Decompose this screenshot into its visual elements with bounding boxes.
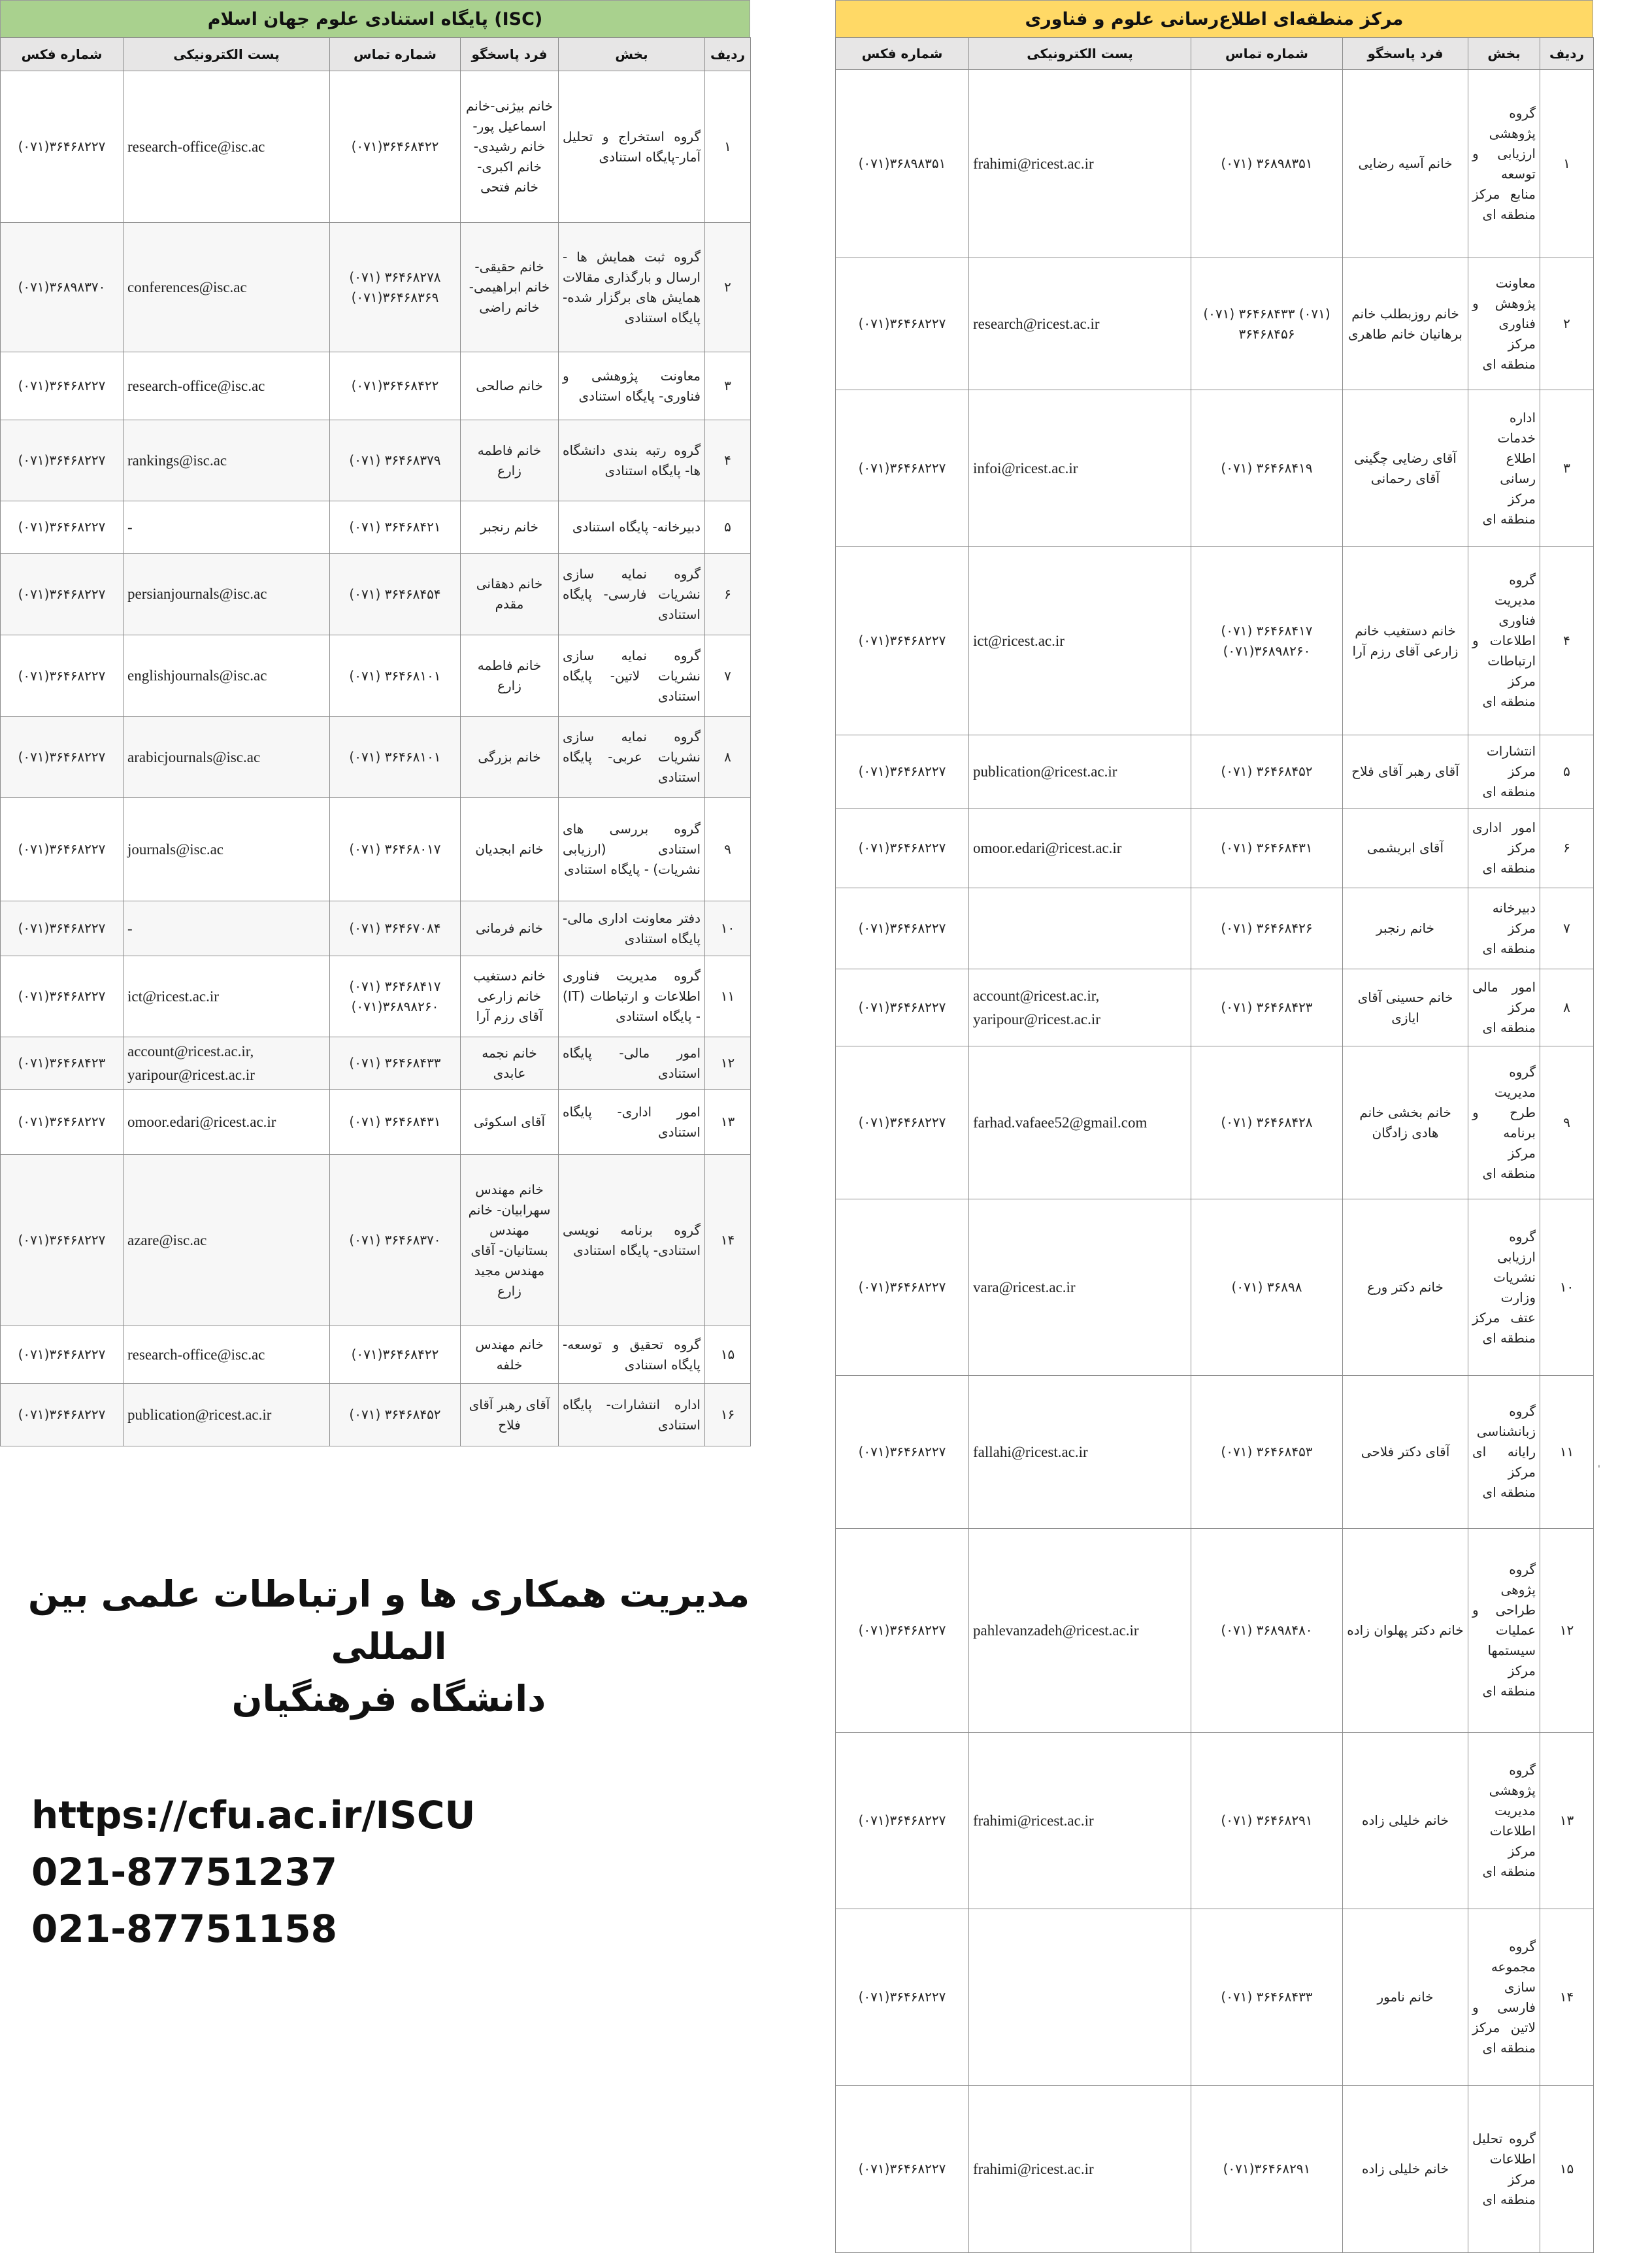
email-cell[interactable]: ict@ricest.ac.ir	[124, 956, 330, 1037]
dept-cell: گروه پژوهشی ارزیابی و توسعه منابع مرکز منطقه ای	[1468, 70, 1540, 258]
person-cell: خانم دستغیب خانم زارعی آقای رزم آرا	[461, 956, 559, 1037]
phone-cell: (۰۷۱) ۳۶۴۶۸۲۹۱	[1191, 1733, 1343, 1909]
email-cell[interactable]: -	[124, 901, 330, 956]
phone-cell: (۰۷۱) ۳۶۴۶۸۴۵۳	[1191, 1376, 1343, 1529]
fax-cell: (۰۷۱)۳۶۴۶۸۲۲۷	[836, 2086, 969, 2253]
table-row	[836, 70, 1594, 258]
email-cell[interactable]	[969, 888, 1191, 969]
table-row	[836, 888, 1594, 969]
email-cell[interactable]: -	[124, 501, 330, 554]
phone-cell: (۰۷۱) ۳۶۴۶۸۴۱۷ (۰۷۱)۳۶۸۹۸۲۶۰	[1191, 547, 1343, 735]
row-number-cell: ۹	[1540, 1046, 1594, 1199]
table-row	[1, 1384, 751, 1446]
fax-cell: (۰۷۱)۳۶۴۶۸۲۲۷	[836, 1199, 969, 1376]
person-cell: خانم صالحی	[461, 352, 559, 420]
phone-cell: (۰۷۱) ۳۶۴۶۸۴۳۳	[330, 1037, 461, 1090]
email-cell[interactable]: omoor.edari@ricest.ac.ir	[969, 809, 1191, 888]
table-row	[1, 1037, 751, 1090]
dept-cell: گروه مجموعه سازی فارسی و لاتین مرکز منطقه ای	[1468, 1909, 1540, 2086]
email-cell[interactable]: vara@ricest.ac.ir	[969, 1199, 1191, 1376]
table-row	[1, 717, 751, 798]
dept-cell: دفتر معاونت اداری مالی- پایگاه استنادی	[559, 901, 705, 956]
fax-cell: (۰۷۱)۳۶۴۶۸۲۲۷	[836, 547, 969, 735]
fax-cell: (۰۷۱)۳۶۴۶۸۲۲۷	[836, 390, 969, 547]
row-number-cell: ۷	[705, 635, 751, 717]
dept-cell: گروه مدیریت طرح و برنامه مرکز منطقه ای	[1468, 1046, 1540, 1199]
person-cell: خانم رنجبر	[461, 501, 559, 554]
person-cell: خانم خلیلی زاده	[1343, 1733, 1468, 1909]
email-cell[interactable]: englishjournals@isc.ac	[124, 635, 330, 717]
fax-cell: (۰۷۱)۳۶۴۶۸۲۲۷	[1, 554, 124, 635]
row-number-cell: ۱۵	[705, 1326, 751, 1384]
person-cell: آقای رضایی چگینی آقای رحمانی	[1343, 390, 1468, 547]
person-cell: خانم فاطمه زارع	[461, 420, 559, 501]
table-row	[836, 809, 1594, 888]
phone-cell: (۰۷۱) ۳۶۴۶۸۰۱۷	[330, 798, 461, 901]
dept-cell: گروه بررسی های استنادی (ارزیابی نشریات) - پایگاه استنادی	[559, 798, 705, 901]
dept-cell: گروه ارزیابی نشریات وزارت عتف مرکز منطقه ای	[1468, 1199, 1540, 1376]
row-number-cell: ۷	[1540, 888, 1594, 969]
email-cell[interactable]: research@ricest.ac.ir	[969, 258, 1191, 390]
table-row	[836, 390, 1594, 547]
email-cell[interactable]: account@ricest.ac.ir, yaripour@ricest.ac.ir	[969, 969, 1191, 1046]
fax-cell: (۰۷۱)۳۶۴۶۸۲۲۷	[1, 1384, 124, 1446]
table-row	[1, 554, 751, 635]
email-cell[interactable]: farhad.vafaee52@gmail.com	[969, 1046, 1191, 1199]
dept-cell: گروه مدیریت فناوری اطلاعات و ارتباطات (IT) - پایگاه استنادی	[559, 956, 705, 1037]
dept-cell: گروه مدیریت فناوری اطلاعات و ارتباطات مرکز منطقه ای	[1468, 547, 1540, 735]
ricest-header-row	[836, 38, 1594, 70]
phone-cell: (۰۷۱) ۳۶۴۶۸۴۲۳	[1191, 969, 1343, 1046]
fax-cell: (۰۷۱)۳۶۸۹۸۳۷۰	[1, 223, 124, 352]
table-row	[1, 798, 751, 901]
phone-cell: (۰۷۱) ۳۶۴۶۸۴۳۱	[1191, 809, 1343, 888]
phone-cell: (۰۷۱) ۳۶۴۶۸۴۵۲	[1191, 735, 1343, 809]
row-number-cell: ۱۴	[1540, 1909, 1594, 2086]
dept-cell: گروه استخراج و تحلیل آمار-پایگاه استنادی	[559, 71, 705, 223]
table-row	[1, 223, 751, 352]
fax-cell: (۰۷۱)۳۶۴۶۸۲۲۷	[1, 420, 124, 501]
fax-cell: (۰۷۱)۳۶۴۶۸۲۲۷	[1, 798, 124, 901]
email-cell[interactable]: ict@ricest.ac.ir	[969, 547, 1191, 735]
footer-phone-1: 021-87751237	[31, 1850, 337, 1895]
fax-cell: (۰۷۱)۳۶۴۶۸۲۲۷	[1, 1090, 124, 1155]
row-number-cell: ۱	[705, 71, 751, 223]
person-cell: خانم مهندس سهرابیان- خانم مهندس بستانیان- آقای مهندس مجید زارع	[461, 1155, 559, 1326]
phone-cell: (۰۷۱) ۳۶۴۶۸۳۷۰	[330, 1155, 461, 1326]
email-cell[interactable]: infoi@ricest.ac.ir	[969, 390, 1191, 547]
row-number-cell: ۸	[705, 717, 751, 798]
table-row	[836, 258, 1594, 390]
fax-cell: (۰۷۱)۳۶۴۶۸۴۲۳	[1, 1037, 124, 1090]
dept-cell: اداره انتشارات- پایگاه استنادی	[559, 1384, 705, 1446]
fax-cell: (۰۷۱)۳۶۴۶۸۲۲۷	[836, 735, 969, 809]
footer-title-line1: مدیریت همکاری ها و ارتباطات علمی بین المللی	[27, 1573, 750, 1667]
person-cell: خانم بخشی خانم هادی زادگان	[1343, 1046, 1468, 1199]
isc-table	[0, 37, 751, 1446]
person-cell: خانم فاطمه زارع	[461, 635, 559, 717]
fax-cell: (۰۷۱)۳۶۴۶۸۲۲۷	[1, 956, 124, 1037]
footer-url[interactable]: https://cfu.ac.ir/ISCU	[31, 1793, 476, 1838]
email-cell[interactable]: frahimi@ricest.ac.ir	[969, 70, 1191, 258]
email-cell[interactable]: rankings@isc.ac	[124, 420, 330, 501]
fax-cell: (۰۷۱)۳۶۴۶۸۲۲۷	[1, 901, 124, 956]
phone-cell: (۰۷۱) ۳۶۴۶۸۳۷۹	[330, 420, 461, 501]
row-number-cell: ۳	[705, 352, 751, 420]
table-row	[836, 735, 1594, 809]
table-row	[836, 1529, 1594, 1733]
row-number-cell: ۵	[1540, 735, 1594, 809]
isc-header-row	[1, 38, 751, 71]
person-cell: آقای رهبر آقای فلاح	[461, 1384, 559, 1446]
row-number-cell: ۱۲	[1540, 1529, 1594, 1733]
person-cell: خانم دکتر ورع	[1343, 1199, 1468, 1376]
table-row	[1, 1326, 751, 1384]
fax-cell: (۰۷۱)۳۶۴۶۸۲۲۷	[1, 352, 124, 420]
email-cell[interactable]: conferences@isc.ac	[124, 223, 330, 352]
fax-cell: (۰۷۱)۳۶۴۶۸۲۲۷	[1, 501, 124, 554]
header-person: فرد پاسخگو	[461, 38, 559, 71]
dept-cell: امور اداری مرکز منطقه ای	[1468, 809, 1540, 888]
phone-cell: (۰۷۱) ۳۶۴۶۸۲۷۸ (۰۷۱)۳۶۴۶۸۳۶۹	[330, 223, 461, 352]
phone-cell: (۰۷۱) ۳۶۴۶۸۴۵۲	[330, 1384, 461, 1446]
person-cell: خانم خلیلی زاده	[1343, 2086, 1468, 2253]
dept-cell: گروه ثبت همایش ها - ارسال و بارگذاری مقالات همایش های برگزار شده- پایگاه استنادی	[559, 223, 705, 352]
email-cell[interactable]: account@ricest.ac.ir, yaripour@ricest.ac.ir	[124, 1037, 330, 1090]
row-number-cell: ۳	[1540, 390, 1594, 547]
table-row	[836, 1733, 1594, 1909]
email-cell[interactable]: frahimi@ricest.ac.ir	[969, 1733, 1191, 1909]
fax-cell: (۰۷۱)۳۶۴۶۸۲۲۷	[1, 71, 124, 223]
person-cell: خانم بیژنی-خانم اسماعیل پور-خانم رشیدی-خانم اکبری- خانم فتحی	[461, 71, 559, 223]
row-number-cell: ۴	[705, 420, 751, 501]
row-number-cell: ۱۴	[705, 1155, 751, 1326]
table-row	[1, 901, 751, 956]
row-number-cell: ۴	[1540, 547, 1594, 735]
dept-cell: گروه نمایه سازی نشریات عربی- پایگاه استنادی	[559, 717, 705, 798]
dept-cell: معاونت پژوهش و فناوری مرکز منطقه ای	[1468, 258, 1540, 390]
table-row	[836, 1199, 1594, 1376]
table-row	[1, 501, 751, 554]
person-cell: خانم فرمانی	[461, 901, 559, 956]
header-dept: بخش	[1468, 38, 1540, 70]
phone-cell: (۰۷۱) ۳۶۴۶۸۴۱۹	[1191, 390, 1343, 547]
fax-cell: (۰۷۱)۳۶۸۹۸۳۵۱	[836, 70, 969, 258]
phone-cell: (۰۷۱) ۳۶۴۶۸۴۲۱	[330, 501, 461, 554]
footer	[0, 1569, 778, 1958]
email-cell[interactable]: frahimi@ricest.ac.ir	[969, 2086, 1191, 2253]
dept-cell: گروه زبانشناسی رایانه ای مرکز منطقه ای	[1468, 1376, 1540, 1529]
person-cell: خانم حقیقی- خانم ابراهیمی- خانم راضی	[461, 223, 559, 352]
phone-cell: (۰۷۱) ۳۶۸۹۸	[1191, 1199, 1343, 1376]
email-cell[interactable]: azare@isc.ac	[124, 1155, 330, 1326]
email-cell[interactable]: persianjournals@isc.ac	[124, 554, 330, 635]
phone-cell: (۰۷۱)۳۶۴۶۸۴۲۲	[330, 352, 461, 420]
row-number-cell: ۱۰	[705, 901, 751, 956]
person-cell: آقای اسکوئی	[461, 1090, 559, 1155]
table-row	[1, 635, 751, 717]
row-number-cell: ۲	[1540, 258, 1594, 390]
fax-cell: (۰۷۱)۳۶۴۶۸۲۲۷	[1, 1326, 124, 1384]
email-cell[interactable]: publication@ricest.ac.ir	[124, 1384, 330, 1446]
dept-cell: گروه نمایه سازی نشریات فارسی- پایگاه استنادی	[559, 554, 705, 635]
fax-cell: (۰۷۱)۳۶۴۶۸۲۲۷	[836, 888, 969, 969]
person-cell: آقای دکتر فلاحی	[1343, 1376, 1468, 1529]
fax-cell: (۰۷۱)۳۶۴۶۸۲۲۷	[1, 1155, 124, 1326]
footer-title	[0, 1569, 778, 1725]
person-cell: خانم نجمه عابدی	[461, 1037, 559, 1090]
row-number-cell: ۱۰	[1540, 1199, 1594, 1376]
dept-cell: گروه تحقیق و توسعه- پایگاه استنادی	[559, 1326, 705, 1384]
phone-cell: (۰۷۱) ۳۶۴۶۸۴۳۱	[330, 1090, 461, 1155]
phone-cell: (۰۷۱)۳۶۴۶۸۴۲۲	[330, 71, 461, 223]
header-email: پست الکترونیکی	[969, 38, 1191, 70]
phone-cell: (۰۷۱)۳۶۴۶۸۴۲۲	[330, 1326, 461, 1384]
dept-cell: گروه نمایه سازی نشریات لاتین- پایگاه استنادی	[559, 635, 705, 717]
phone-cell: (۰۷۱) ۳۶۴۶۸۴۱۷ (۰۷۱)۳۶۸۹۸۲۶۰	[330, 956, 461, 1037]
dept-cell: امور مالی- پایگاه استنادی	[559, 1037, 705, 1090]
fax-cell: (۰۷۱)۳۶۴۶۸۲۲۷	[1, 717, 124, 798]
row-number-cell: ۱۳	[1540, 1733, 1594, 1909]
row-number-cell: ۵	[705, 501, 751, 554]
phone-cell: (۰۷۱) ۳۶۸۹۸۳۵۱	[1191, 70, 1343, 258]
header-row-number: ردیف	[1540, 38, 1594, 70]
ricest-panel	[835, 0, 1593, 2253]
person-cell: خانم بزرگی	[461, 717, 559, 798]
phone-cell: (۰۷۱) ۳۶۸۹۸۴۸۰	[1191, 1529, 1343, 1733]
row-number-cell: ۱۱	[705, 956, 751, 1037]
table-row	[1, 1090, 751, 1155]
row-number-cell: ۶	[705, 554, 751, 635]
table-row	[836, 1376, 1594, 1529]
fax-cell: (۰۷۱)۳۶۴۶۸۲۲۷	[1, 635, 124, 717]
table-row	[836, 2086, 1594, 2253]
row-number-cell: ۸	[1540, 969, 1594, 1046]
row-number-cell: ۹	[705, 798, 751, 901]
header-row-number: ردیف	[705, 38, 751, 71]
dept-cell: اداره خدمات اطلاع رسانی مرکز منطقه ای	[1468, 390, 1540, 547]
dept-cell: امور مالی مرکز منطقه ای	[1468, 969, 1540, 1046]
fax-cell: (۰۷۱)۳۶۴۶۸۲۲۷	[836, 969, 969, 1046]
person-cell: آقای ابریشمی	[1343, 809, 1468, 888]
dept-cell: دبیرخانه مرکز منطقه ای	[1468, 888, 1540, 969]
dept-cell: امور اداری- پایگاه استنادی	[559, 1090, 705, 1155]
table-row	[836, 1046, 1594, 1199]
person-cell: خانم آسیه رضایی	[1343, 70, 1468, 258]
person-cell: خانم حسینی آقای ایازی	[1343, 969, 1468, 1046]
footer-title-line2: دانشگاه فرهنگیان	[231, 1677, 546, 1720]
person-cell: خانم ابجدیان	[461, 798, 559, 901]
row-number-cell: ۶	[1540, 809, 1594, 888]
isc-title: پایگاه استنادی علوم جهان اسلام (ISC)	[0, 0, 750, 37]
dept-cell: گروه برنامه نویسی استنادی- پایگاه استنادی	[559, 1155, 705, 1326]
row-number-cell: ۱۵	[1540, 2086, 1594, 2253]
phone-cell: (۰۷۱) ۳۶۴۶۸۴۲۶	[1191, 888, 1343, 969]
dept-cell: گروه رتبه بندی دانشگاه ها- پایگاه استنادی	[559, 420, 705, 501]
fax-cell: (۰۷۱)۳۶۴۶۸۲۲۷	[836, 1909, 969, 2086]
person-cell: خانم دکتر پهلوان زاده	[1343, 1529, 1468, 1733]
dept-cell: گروه تحلیل اطلاعات مرکز منطقه ای	[1468, 2086, 1540, 2253]
fax-cell: (۰۷۱)۳۶۴۶۸۲۲۷	[836, 809, 969, 888]
phone-cell: (۰۷۱) ۳۶۴۶۸۱۰۱	[330, 717, 461, 798]
email-cell[interactable]: pahlevanzadeh@ricest.ac.ir	[969, 1529, 1191, 1733]
email-cell[interactable]: research-office@isc.ac	[124, 71, 330, 223]
row-number-cell: ۱۶	[705, 1384, 751, 1446]
email-cell[interactable]: journals@isc.ac	[124, 798, 330, 901]
person-cell: خانم دهقانی مقدم	[461, 554, 559, 635]
fax-cell: (۰۷۱)۳۶۴۶۸۲۲۷	[836, 258, 969, 390]
header-phone: شماره تماس	[1191, 38, 1343, 70]
email-cell[interactable]: omoor.edari@ricest.ac.ir	[124, 1090, 330, 1155]
email-cell[interactable]: arabicjournals@isc.ac	[124, 717, 330, 798]
fax-cell: (۰۷۱)۳۶۴۶۸۲۲۷	[836, 1046, 969, 1199]
phone-cell: (۰۷۱) ۳۶۴۶۸۱۰۱	[330, 635, 461, 717]
fax-cell: (۰۷۱)۳۶۴۶۸۲۲۷	[836, 1733, 969, 1909]
table-row	[1, 956, 751, 1037]
phone-cell: (۰۷۱)۳۶۴۶۸۲۹۱	[1191, 2086, 1343, 2253]
row-number-cell: ۱	[1540, 70, 1594, 258]
table-row	[1, 1155, 751, 1326]
email-cell[interactable]	[969, 1909, 1191, 2086]
dept-cell: انتشارات مرکز منطقه ای	[1468, 735, 1540, 809]
header-person: فرد پاسخگو	[1343, 38, 1468, 70]
ricest-table	[835, 37, 1594, 2253]
table-row	[836, 547, 1594, 735]
person-cell: خانم نامور	[1343, 1909, 1468, 2086]
email-cell[interactable]: research-office@isc.ac	[124, 1326, 330, 1384]
header-email: پست الکترونیکی	[124, 38, 330, 71]
row-number-cell: ۱۱	[1540, 1376, 1594, 1529]
person-cell: خانم دستغیب خانم زارعی آقای رزم آرا	[1343, 547, 1468, 735]
table-row	[836, 969, 1594, 1046]
person-cell: خانم رنجبر	[1343, 888, 1468, 969]
table-row	[1, 352, 751, 420]
table-row	[836, 1909, 1594, 2086]
dept-cell: معاونت پژوهشی و فناوری- پایگاه استنادی	[559, 352, 705, 420]
phone-cell: (۰۷۱) ۳۶۴۶۸۴۵۴	[330, 554, 461, 635]
email-cell[interactable]: publication@ricest.ac.ir	[969, 735, 1191, 809]
row-number-cell: ۲	[705, 223, 751, 352]
fax-cell: (۰۷۱)۳۶۴۶۸۲۲۷	[836, 1376, 969, 1529]
footer-contacts	[0, 1787, 778, 1958]
person-cell: خانم روزبطلب خانم برهانیان خانم طاهری	[1343, 258, 1468, 390]
stray-mark: '	[1598, 1464, 1600, 1475]
table-row	[1, 420, 751, 501]
person-cell: آقای رهبر آقای فلاح	[1343, 735, 1468, 809]
email-cell[interactable]: fallahi@ricest.ac.ir	[969, 1376, 1191, 1529]
table-row	[1, 71, 751, 223]
phone-cell: (۰۷۱) ۳۶۴۶۸۴۳۳ (۰۷۱) ۳۶۴۶۸۴۵۶	[1191, 258, 1343, 390]
header-fax: شماره فکس	[1, 38, 124, 71]
header-dept: بخش	[559, 38, 705, 71]
header-phone: شماره تماس	[330, 38, 461, 71]
row-number-cell: ۱۲	[705, 1037, 751, 1090]
footer-phone-2: 021-87751158	[31, 1907, 337, 1952]
fax-cell: (۰۷۱)۳۶۴۶۸۲۲۷	[836, 1529, 969, 1733]
phone-cell: (۰۷۱) ۳۶۴۶۷۰۸۴	[330, 901, 461, 956]
ricest-title: مرکز منطقه‌ای اطلاع‌رسانی علوم و فناوری	[835, 0, 1593, 37]
email-cell[interactable]: research-office@isc.ac	[124, 352, 330, 420]
isc-panel	[0, 0, 750, 1446]
dept-cell: دبیرخانه- پایگاه استنادی	[559, 501, 705, 554]
phone-cell: (۰۷۱) ۳۶۴۶۸۴۲۸	[1191, 1046, 1343, 1199]
header-fax: شماره فکس	[836, 38, 969, 70]
dept-cell: گروه پژوهی طراحی و عملیات سیستمها مرکز منطقه ای	[1468, 1529, 1540, 1733]
phone-cell: (۰۷۱) ۳۶۴۶۸۴۳۳	[1191, 1909, 1343, 2086]
dept-cell: گروه پژوهشی مدیریت اطلاعات مرکز منطقه ای	[1468, 1733, 1540, 1909]
row-number-cell: ۱۳	[705, 1090, 751, 1155]
person-cell: خانم مهندس خلفه	[461, 1326, 559, 1384]
